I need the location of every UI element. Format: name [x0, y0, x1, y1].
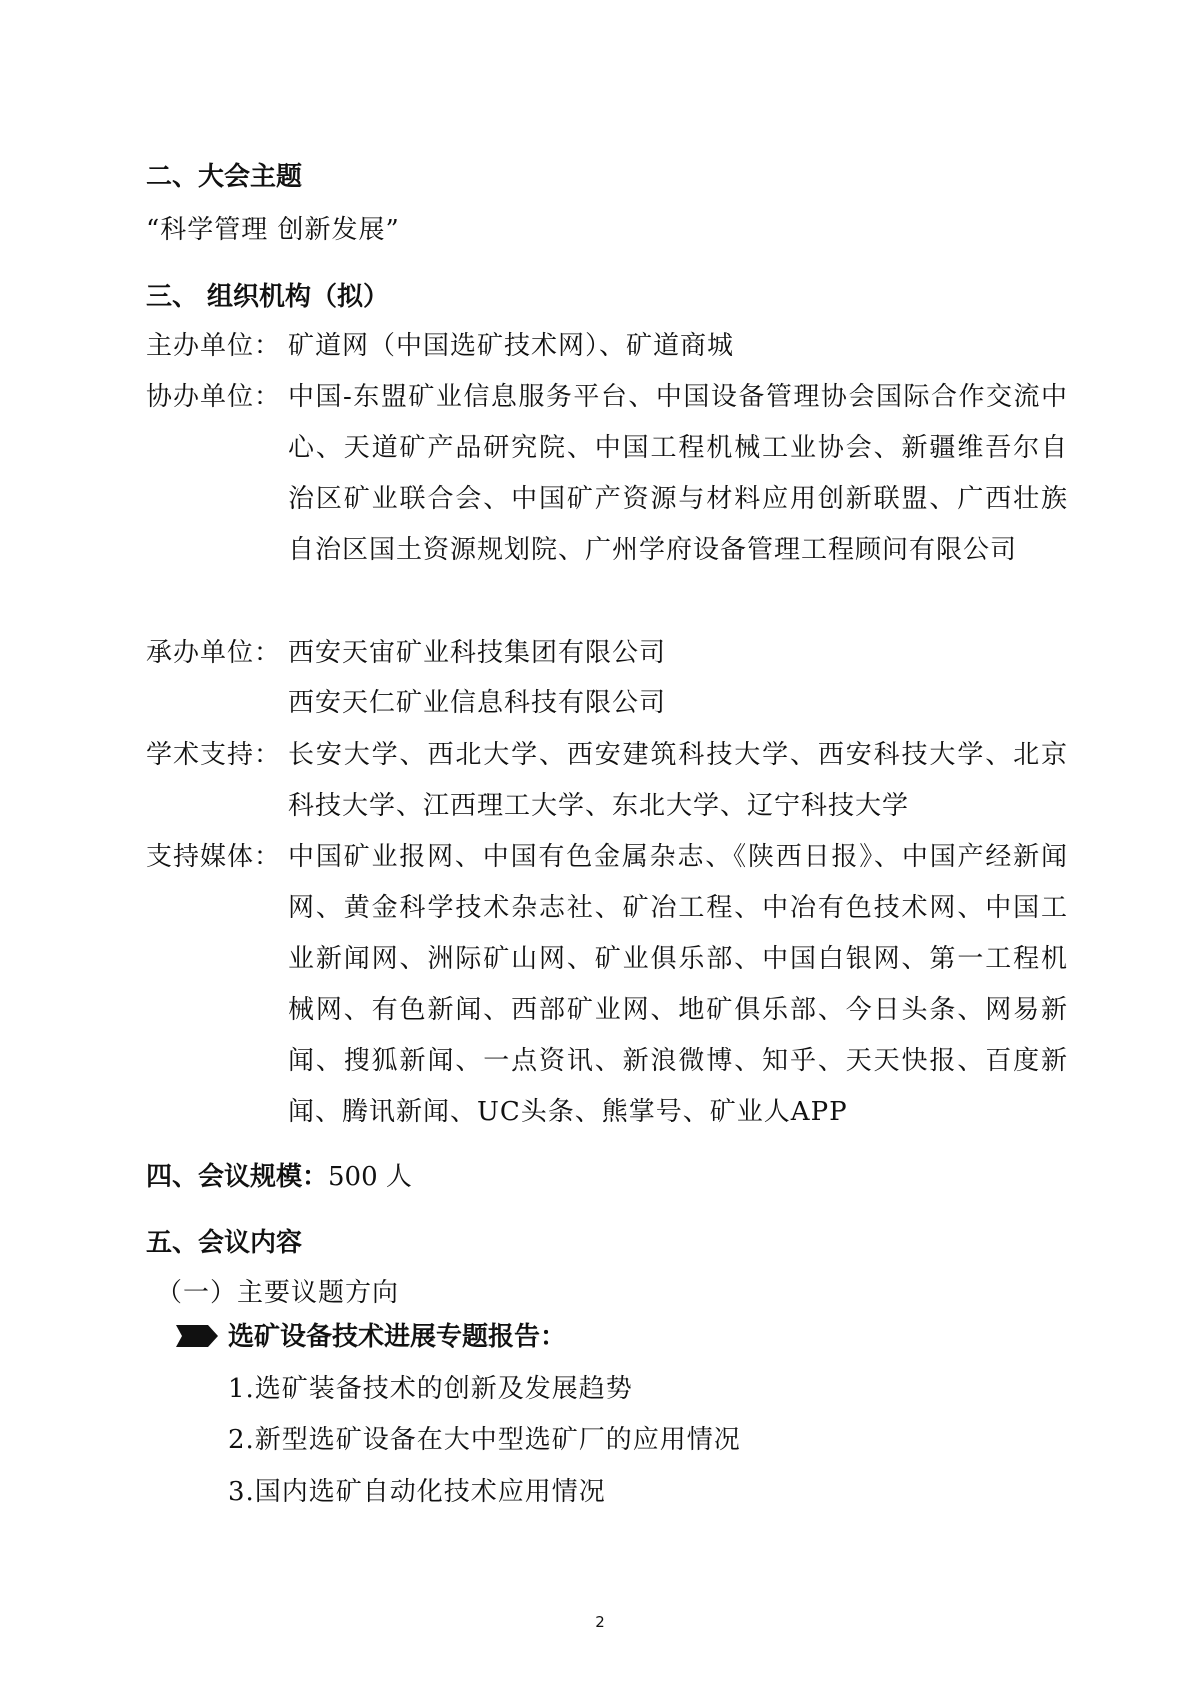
- host-label: 主办单位：: [146, 331, 282, 361]
- section-3-heading: 三、 组织机构（拟）: [146, 282, 390, 312]
- organizer-label: 承办单位：: [146, 638, 282, 668]
- conference-scale-value: 500 人: [328, 1162, 412, 1192]
- organizer-1: 西安天宙矿业科技集团有限公司: [288, 638, 667, 668]
- academic-support-value: 长安大学、西北大学、西安建筑科技大学、西安科技大学、北京科技大学、江西理工大学、东北大学、辽宁科技大学: [288, 740, 1068, 821]
- co-organizer-label: 协办单位：: [146, 382, 282, 412]
- conference-theme: “科学管理 创新发展”: [146, 215, 400, 245]
- section-5-heading: 五、会议内容: [146, 1228, 303, 1258]
- topic-item-1: 1.选矿装备技术的创新及发展趋势: [228, 1374, 633, 1404]
- sub-section-1: （一）主要议题方向: [156, 1278, 400, 1308]
- co-organizer-value: 中国-东盟矿业信息服务平台、中国设备管理协会国际合作交流中心、天道矿产品研究院、中国工程机械工业协会、新疆维吾尔自治区矿业联合会、中国矿产资源与材料应用创新联盟、广西壮族自治区国土资源规划院、广州学府设备管理工程顾问有限公司: [288, 382, 1068, 565]
- arrow-bullet-icon: [176, 1325, 218, 1347]
- topic-item-3: 3.国内选矿自动化技术应用情况: [228, 1477, 606, 1507]
- page-number: 2: [595, 1613, 605, 1631]
- topic-item-2: 2.新型选矿设备在大中型选矿厂的应用情况: [228, 1425, 741, 1455]
- section-2-heading: 二、大会主题: [146, 162, 303, 192]
- academic-support-label: 学术支持：: [146, 740, 282, 770]
- topic-title: 选矿设备技术进展专题报告：: [228, 1322, 567, 1352]
- organizer-2: 西安天仁矿业信息科技有限公司: [288, 688, 667, 718]
- media-support-label: 支持媒体：: [146, 842, 282, 872]
- section-4-heading: [146, 1160, 412, 1194]
- section-4-label: 四、会议规模：: [146, 1162, 329, 1192]
- host-value: 矿道网（中国选矿技术网）、矿道商城: [288, 331, 735, 361]
- media-support-value: 中国矿业报网、中国有色金属杂志、《陕西日报》、中国产经新闻网、黄金科学技术杂志社、矿冶工程、中冶有色技术网、中国工业新闻网、洲际矿山网、矿业俱乐部、中国白银网、第一工程机械网、有色新闻、西部矿业网、地矿俱乐部、今日头条、网易新闻、搜狐新闻、一点资讯、新浪微博、知乎、天天快报、百度新闻、腾讯新闻、UC头条、熊掌号、矿业人APP: [288, 842, 1068, 1127]
